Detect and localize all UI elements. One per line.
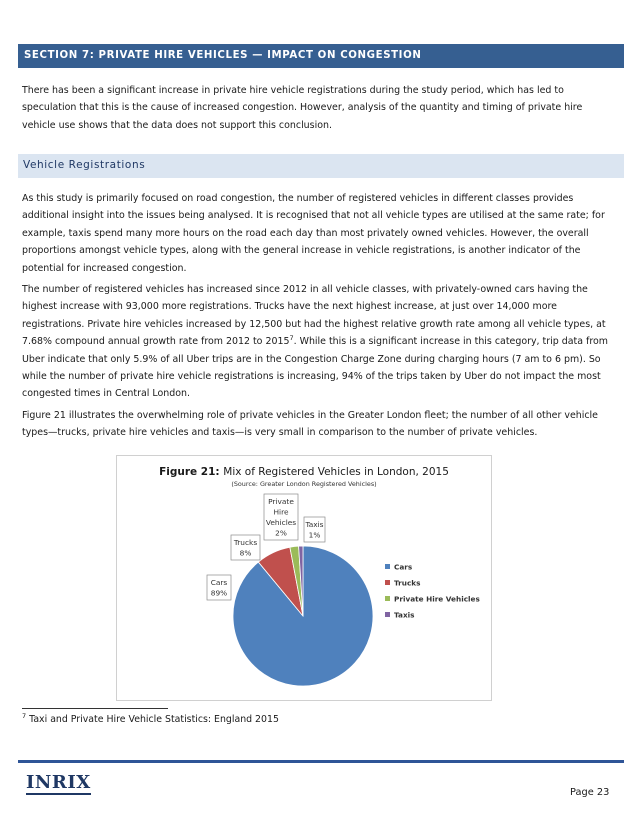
legend-label-taxis: Taxis (394, 610, 415, 620)
legend-swatch-taxis (385, 612, 390, 617)
data-label-taxis-line-1: Taxis (305, 520, 324, 529)
legend-swatch-private-hire-vehicles (385, 596, 390, 601)
footer-divider (18, 760, 624, 763)
legend-label-trucks: Trucks (394, 578, 421, 588)
section-title: SECTION 7: PRIVATE HIRE VEHICLES — IMPACT ON CONGESTION (24, 50, 422, 61)
intro-paragraph: There has been a significant increase in private hire vehicle registrations during the study period, which has led to speculation that this is the cause of increased congestion. However, analysis of the quantity and timing of private hire vehicle use shows that the data does not support this conclusion. (22, 85, 583, 131)
data-label-cars-line-2: 89% (210, 588, 228, 598)
data-label-private-hire-vehicles-line-1: Private (268, 497, 294, 506)
paragraph-2 (22, 281, 612, 403)
section-header (18, 44, 624, 68)
paragraph-3: Figure 21 illustrates the overwhelming role of private vehicles in the Greater London fleet; the number of all other vehicle types—trucks, private hire vehicles and taxis—is very small in comparison to the number of private vehicles. (22, 410, 598, 439)
footnote-text: Taxi and Private Hire Vehicle Statistics: England 2015 (29, 714, 279, 725)
subsection-header (18, 154, 624, 178)
legend-swatch-trucks (385, 580, 390, 585)
chart-title: Figure 21: Mix of Registered Vehicles in London, 2015 (159, 466, 449, 478)
footnote-number: 7 (22, 711, 27, 720)
data-label-private-hire-vehicles-line-2: Hire (273, 507, 289, 517)
legend-label-private-hire-vehicles: Private Hire Vehicles (394, 594, 480, 604)
paragraph-2-text-b: . While this is a significant increase in this category, trip data from Uber indicate that only 5.9% of all Uber trips are in the Congestion Charge Zone during charging hours (7 am to 6 pm). So while the number of private hire vehicle registrations is increasing, 94% of the trips taken by Uber do not impact the most congested times in Central London. (22, 336, 608, 400)
pie-chart-figure (116, 455, 492, 701)
legend-swatch-cars (385, 564, 390, 569)
legend-label-cars: Cars (394, 562, 413, 572)
paragraph-1: As this study is primarily focused on road congestion, the number of registered vehicles in different classes provides additional insight into the issues being analysed. It is recognised that not all vehicle types are utilised at the same rate; for example, taxis spend many more hours on the road each day than most privately owned vehicles. However, the overall proportions amongst vehicle types, along with the general increase in vehicle registrations, is another indicator of the potential for increased congestion. (22, 193, 605, 274)
data-label-cars-line-1: Cars (210, 578, 228, 587)
inrix-logo: INRIX (26, 772, 91, 793)
data-label-taxis-line-2: 1% (308, 530, 321, 540)
subsection-title: Vehicle Registrations (23, 159, 146, 171)
paragraph-2-text-a: The number of registered vehicles has increased since 2012 in all vehicle classes, with privately-owned cars having the highest increase with 93,000 more registrations. Trucks have the next highest increase, at just over 14,000 more registrations. Private hire vehicles increased by 12,500 but had the highest relative growth rate among all vehicle types, at 7.68% compound annual growth rate from 2012 to 2015 (22, 284, 606, 348)
data-label-trucks-line-2: 8% (239, 548, 252, 558)
footnote (22, 711, 279, 725)
footnote-divider (22, 708, 168, 709)
data-label-private-hire-vehicles-line-3: Vehicles (265, 518, 297, 527)
data-label-private-hire-vehicles-line-4: 2% (275, 528, 287, 538)
chart-subtitle: (Source: Greater London Registered Vehicles) (231, 480, 377, 488)
data-label-trucks-line-1: Trucks (233, 538, 258, 547)
pie-chart (117, 456, 491, 700)
page-number: Page 23 (570, 787, 610, 798)
footnote-ref: 7 (289, 334, 294, 343)
